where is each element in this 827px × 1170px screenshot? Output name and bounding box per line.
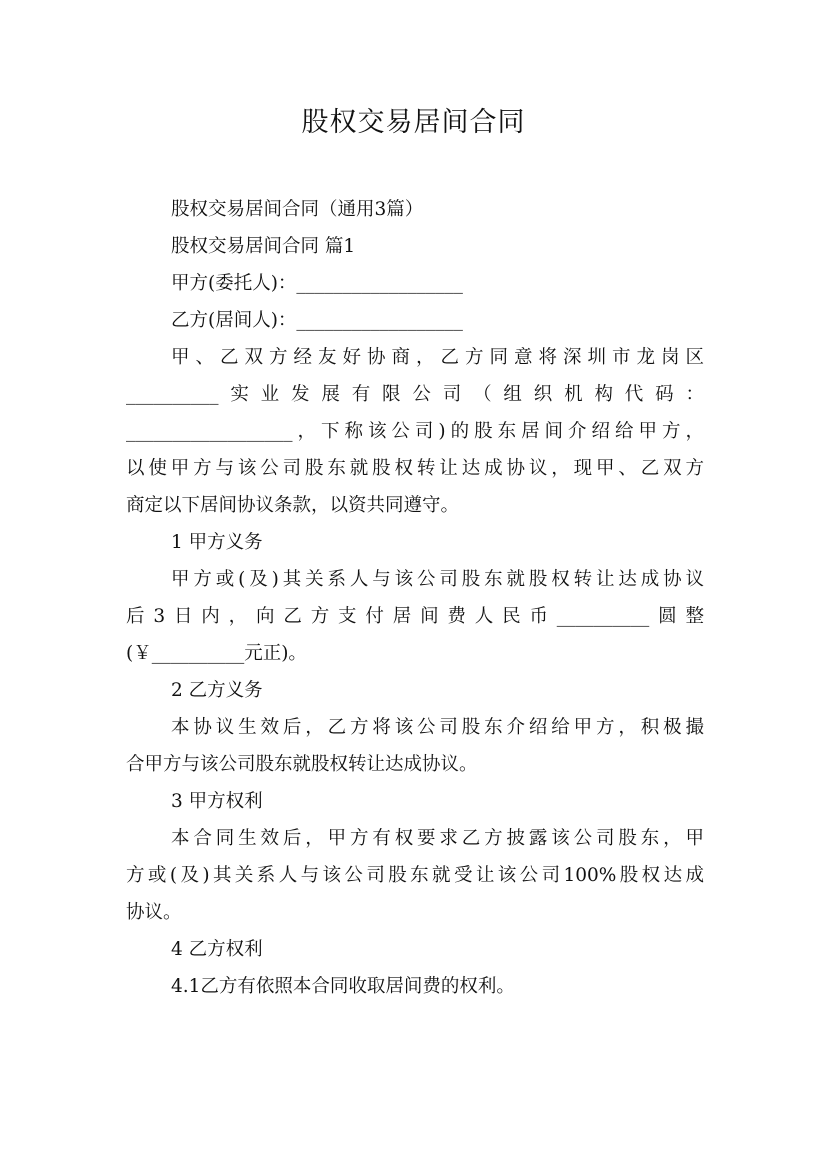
document-title: 股权交易居间合同 — [301, 107, 526, 138]
paragraph-line: __________实业发展有限公司（组织机构代码： — [126, 384, 704, 405]
clause-heading: 2 乙方义务 — [171, 680, 263, 701]
paragraph-line: 甲、乙双方经友好协商，乙方同意将深圳市龙岗区 — [171, 347, 704, 368]
section-heading: 股权交易居间合同 篇1 — [171, 236, 356, 257]
paragraph-line: 协议。 — [126, 902, 182, 923]
paragraph-line: 合甲方与该公司股东就股权转让达成协议。 — [126, 754, 478, 775]
party-a-line: 甲方(委托人)：__________________ — [171, 273, 463, 294]
paragraph-line: 4.1乙方有依照本合同收取居间费的权利。 — [171, 976, 515, 997]
paragraph-line: (￥__________元正)。 — [126, 643, 307, 664]
paragraph-line: 后3日内，向乙方支付居间费人民币__________圆整 — [126, 606, 704, 627]
paragraph-line: 本协议生效后，乙方将该公司股东介绍给甲方，积极撮 — [171, 717, 704, 738]
clause-heading: 1 甲方义务 — [171, 532, 263, 553]
subtitle-line: 股权交易居间合同（通用3篇） — [171, 199, 424, 220]
party-b-line: 乙方(居间人)：__________________ — [171, 310, 463, 331]
paragraph-line: __________________，下称该公司)的股东居间介绍给甲方， — [126, 421, 704, 442]
paragraph-line: 方或(及)其关系人与该公司股东就受让该公司100%股权达成 — [126, 865, 704, 886]
clause-heading: 4 乙方权利 — [171, 939, 263, 960]
paragraph-line: 本合同生效后，甲方有权要求乙方披露该公司股东，甲 — [171, 828, 704, 849]
paragraph-line: 商定以下居间协议条款，以资共同遵守。 — [126, 495, 460, 516]
document-body — [126, 191, 704, 1005]
paragraph-line: 以使甲方与该公司股东就股权转让达成协议，现甲、乙双方 — [126, 458, 704, 479]
paragraph-line: 甲方或(及)其关系人与该公司股东就股权转让达成协议 — [171, 569, 704, 590]
clause-heading: 3 甲方权利 — [171, 791, 263, 812]
